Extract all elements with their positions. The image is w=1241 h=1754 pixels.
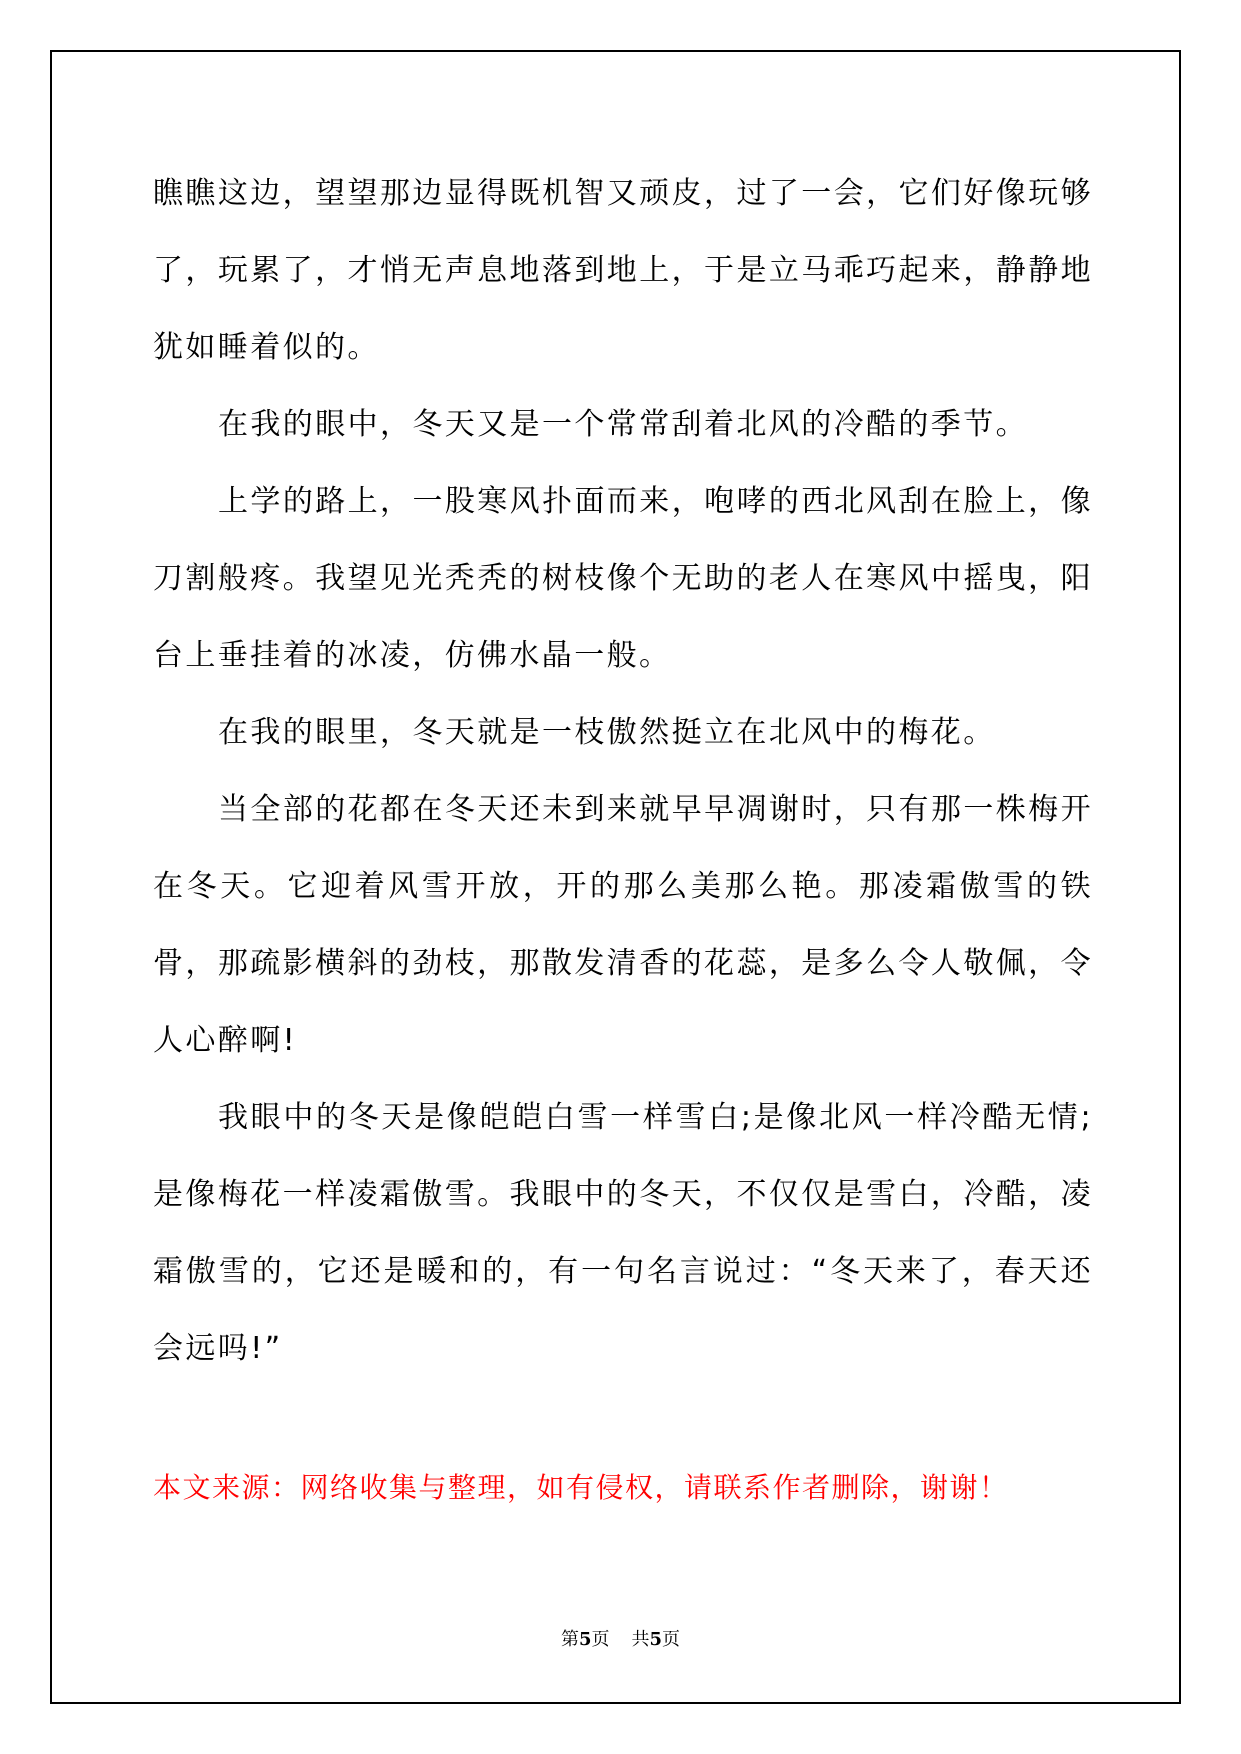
footer-current-page: 5 [578, 1629, 592, 1650]
footer-total-pages: 5 [649, 1629, 663, 1650]
paragraph-plum-blossom: 当全部的花都在冬天还未到来就早早凋谢时，只有那一株梅开在冬天。它迎着风雪开放，开的那么美那么艳。那凌霜傲雪的铁骨，那疏影横斜的劲枝，那散发清香的花蕊，是多么令人敬佩，令人心醉啊! [153, 792, 1093, 1058]
paragraph-conclusion: 我眼中的冬天是像皑皑白雪一样雪白;是像北风一样冷酷无情;是像梅花一样凌霜傲雪。我眼中的冬天，不仅仅是雪白，冷酷，凌霜傲雪的，它还是暖和的，有一句名言说过：“冬天来了，春天还会远吗!” [153, 1100, 1093, 1366]
paragraph-winter-cold-season: 在我的眼中，冬天又是一个常常刮着北风的冷酷的季节。 [218, 407, 1028, 442]
page-number-footer [0, 1628, 1241, 1652]
paragraph-winter-plum: 在我的眼里，冬天就是一枝傲然挺立在北风中的梅花。 [218, 715, 996, 750]
source-disclaimer: 本文来源：网络收集与整理，如有侵权，请联系作者删除，谢谢！ [153, 1471, 1009, 1504]
paragraph-way-to-school: 上学的路上，一股寒风扑面而来，咆哮的西北风刮在脸上，像刀割般疼。我望见光秃秃的树枝像个无助的老人在寒风中摇曳，阳台上垂挂着的冰凌，仿佛水晶一般。 [153, 484, 1093, 673]
footer-total-prefix: 共 [631, 1629, 650, 1650]
footer-total-suffix: 页 [662, 1629, 681, 1650]
footer-page-suffix: 页 [591, 1629, 610, 1650]
paragraph-continuation: 瞧瞧这边，望望那边显得既机智又顽皮，过了一会，它们好像玩够了，玩累了，才悄无声息地落到地上，于是立马乖巧起来，静静地犹如睡着似的。 [153, 176, 1093, 365]
footer-page-prefix: 第 [560, 1629, 579, 1650]
document-body [153, 155, 1093, 1387]
